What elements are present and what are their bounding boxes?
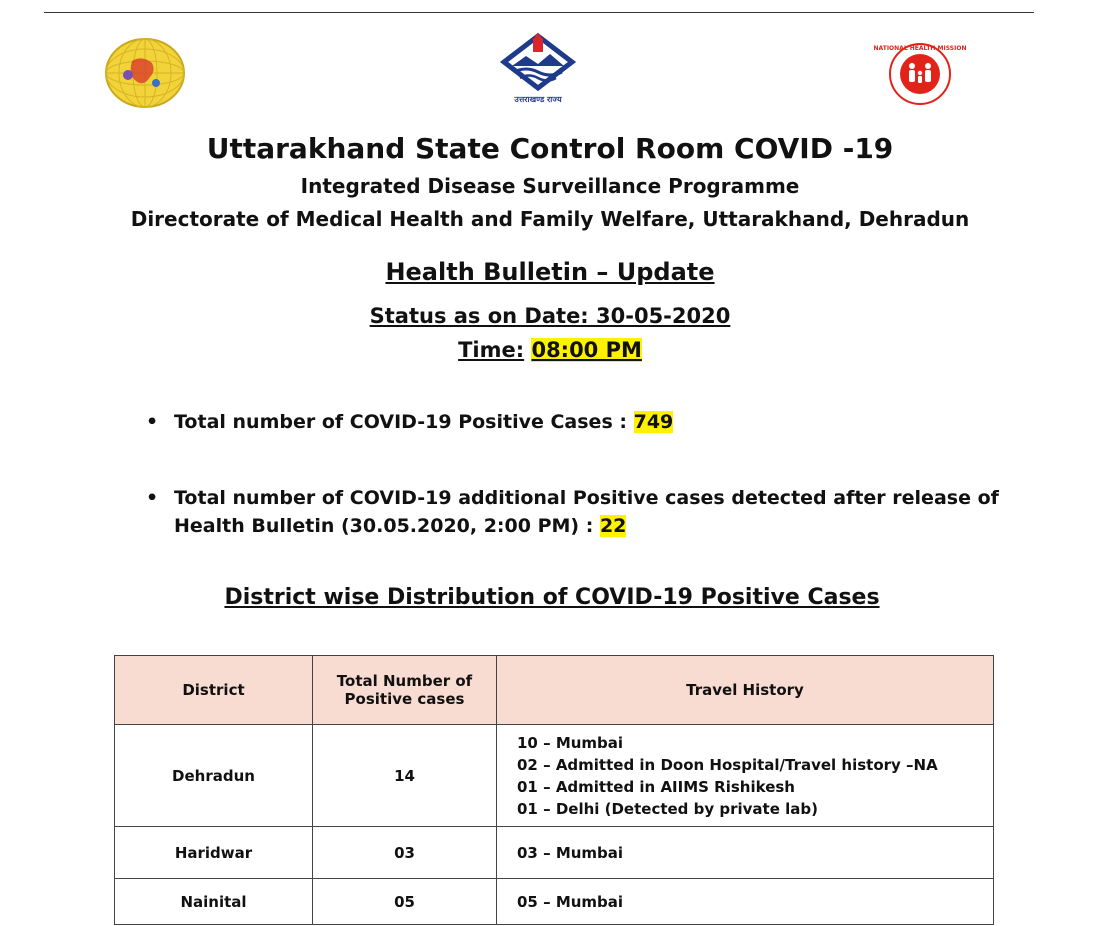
header-district: District: [115, 656, 313, 725]
page-title: Uttarakhand State Control Room COVID -19: [206, 132, 894, 165]
status-date: Status as on Date: 30-05-2020: [369, 304, 731, 328]
header-total: Total Number of Positive cases: [313, 656, 497, 725]
additional-cases-label: Total number of COVID-19 additional Positive cases detected after release of Health Bulletin (30.05.2020, 2:00 PM) :: [174, 487, 999, 537]
nhm-logo: [873, 40, 967, 106]
top-rule: [44, 12, 1034, 13]
travel-line: 10 – Mumbai: [517, 733, 624, 752]
travel-line: 01 – Delhi (Detected by private lab): [517, 799, 818, 818]
travel-line: 03 – Mumbai: [517, 843, 624, 862]
subtitle-directorate: Directorate of Medical Health and Family Welfare, Uttarakhand, Dehradun: [130, 207, 970, 231]
time-value: 08:00 PM: [531, 338, 642, 362]
table-row: [115, 827, 994, 879]
table-row: [115, 725, 994, 827]
travel-line: 05 – Mumbai: [517, 892, 624, 911]
time-label: Time:: [458, 338, 525, 362]
total-cases-label: Total number of COVID-19 Positive Cases :: [174, 411, 634, 433]
total-cell: 05: [313, 879, 497, 925]
bullet-dot: •: [146, 487, 159, 509]
header-travel: Travel History: [497, 656, 994, 725]
total-cell: 14: [313, 725, 497, 827]
subtitle-programme: Integrated Disease Surveillance Programme: [300, 174, 800, 198]
section-title: District wise Distribution of COVID-19 Positive Cases: [224, 585, 880, 610]
uttarakhand-caption: उत्तराखण्ड राज्य: [514, 95, 562, 104]
idsp-globe-logo: [104, 37, 186, 109]
district-table: [114, 655, 994, 925]
district-cell: Dehradun: [115, 725, 313, 827]
total-cases-value: 749: [633, 411, 674, 433]
district-cell: Haridwar: [115, 827, 313, 879]
district-cell: Nainital: [115, 879, 313, 925]
status-time: [0, 338, 1100, 362]
nhm-logo-text: NATIONAL HEALTH MISSION: [873, 45, 967, 52]
travel-cell: [497, 725, 994, 827]
bullet-dot: •: [146, 411, 159, 433]
travel-line: 01 – Admitted in AIIMS Rishikesh: [517, 777, 795, 796]
table-row: [115, 879, 994, 925]
travel-cell: [497, 827, 994, 879]
bulletin-heading: Health Bulletin – Update: [385, 258, 715, 286]
total-cell: 03: [313, 827, 497, 879]
travel-line: 02 – Admitted in Doon Hospital/Travel history –NA: [517, 755, 938, 774]
travel-cell: [497, 879, 994, 925]
additional-cases-value: 22: [599, 515, 627, 537]
table-header-row: [115, 656, 994, 725]
